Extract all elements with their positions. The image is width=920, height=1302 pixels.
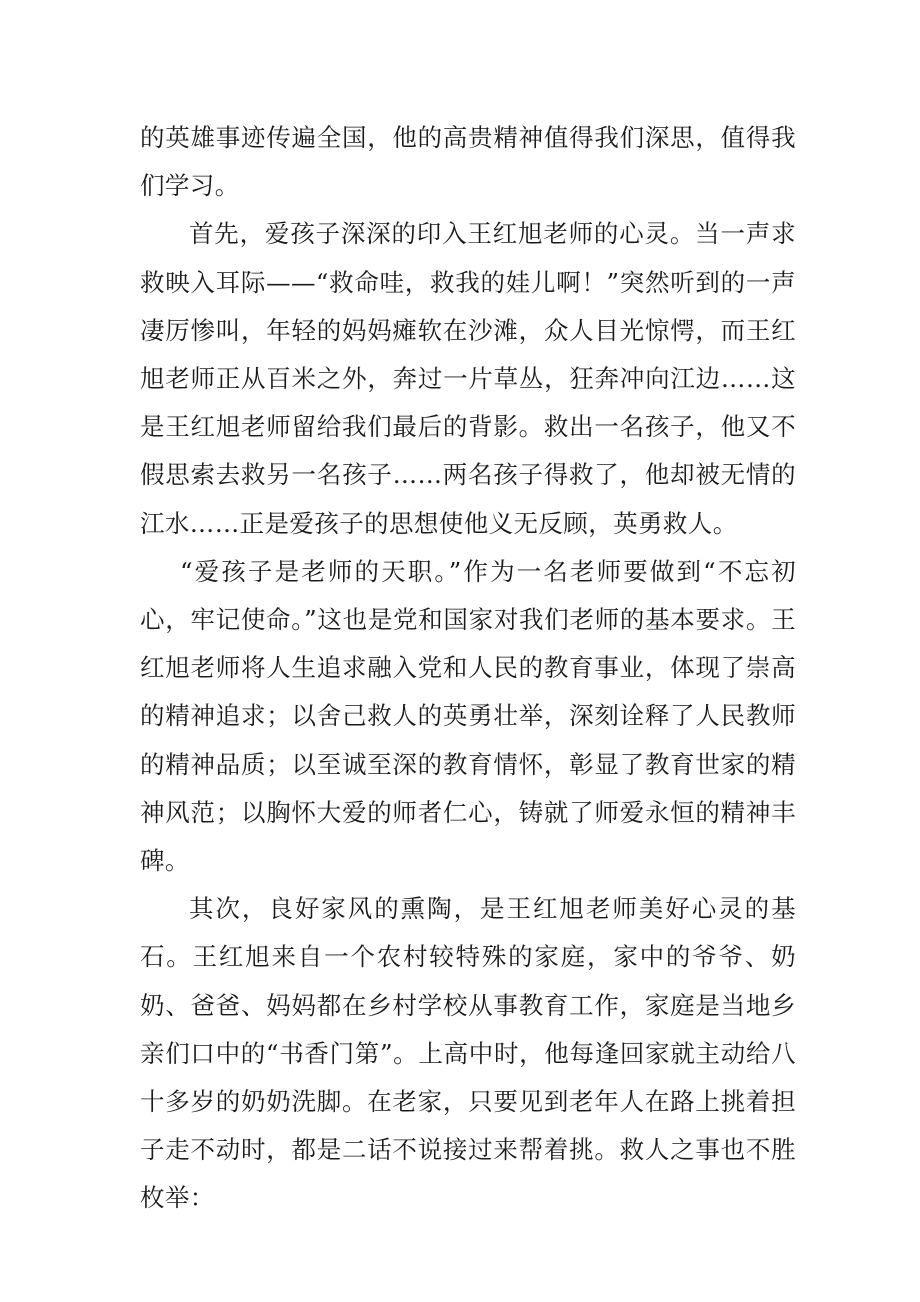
paragraph-continuation: 的英雄事迹传遍全国，他的高贵精神值得我们深思，值得我们学习。	[140, 123, 796, 201]
paragraph-teacher-duty: “爱孩子是老师的天职。”作为一名老师要做到“不忘初心，牢记使命。”这也是党和国家对我们老师的基本要求。王红旭老师将人生追求融入党和人民的教育事业，体现了崇高的精神追求；以舍己救人的英勇壮举，深刻诠释了人民教师的精神品质；以至诚至深的教育情怀，彰显了教育世家的精神风范；以胸怀大爱的师者仁心，铸就了师爱永恒的精神丰碑。	[140, 556, 796, 876]
document-body	[140, 114, 796, 1223]
paragraph-second-point: 其次，良好家风的熏陶，是王红旭老师美好心灵的基石。王红旭来自一个农村较特殊的家庭，家中的爷爷、奶奶、爸爸、妈妈都在乡村学校从事教育工作，家庭是当地乡亲们口中的“书香门第”。上高中时，他每逢回家就主动给八十多岁的奶奶洗脚。在老家，只要见到老年人在路上挑着担子走不动时，都是二话不说接过来帮着挑。救人之事也不胜枚举：	[140, 894, 796, 1213]
paragraph-first-point: 首先，爱孩子深深的印入王红旭老师的心灵。当一声求救映入耳际——“救命哇，救我的娃儿啊！”突然听到的一声凄厉惨叫，年轻的妈妈瘫软在沙滩，众人目光惊愕，而王红旭老师正从百米之外，奔过一片草丛，狂奔冲向江边……这是王红旭老师留给我们最后的背影。救出一名孩子，他又不假思索去救另一名孩子……两名孩子得救了，他却被无情的江水……正是爱孩子的思想使他义无反顾，英勇救人。	[140, 219, 796, 538]
